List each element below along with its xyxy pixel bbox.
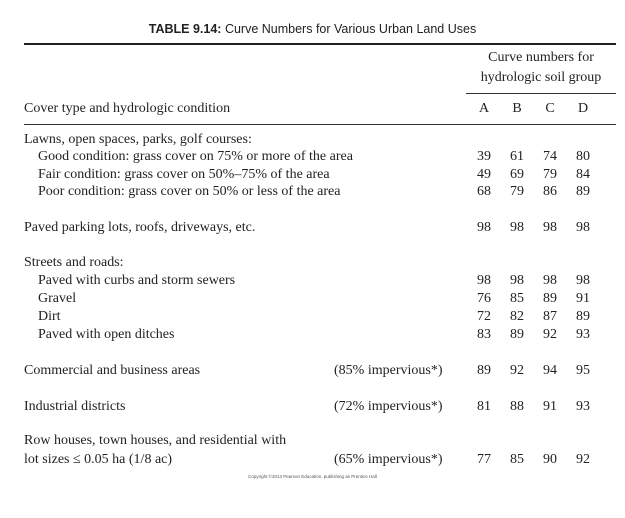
curve-number-c: 91 [543, 399, 557, 414]
row-label: Industrial districts [24, 399, 126, 414]
curve-number-b: 61 [510, 149, 524, 164]
curve-number-a: 98 [477, 273, 491, 288]
curve-number-b: 69 [510, 167, 524, 182]
table-caption: Curve Numbers for Various Urban Land Uses [221, 22, 477, 36]
curve-number-d: 98 [576, 220, 590, 235]
curve-number-c: 79 [543, 167, 557, 182]
curve-number-d: 91 [576, 291, 590, 306]
column-header-d: D [577, 101, 589, 116]
curve-number-a: 81 [477, 399, 491, 414]
curve-number-a: 49 [477, 167, 491, 182]
curve-number-b: 92 [510, 363, 524, 378]
curve-number-a: 68 [477, 184, 491, 199]
group-heading [466, 48, 616, 88]
curve-number-b: 79 [510, 184, 524, 199]
curve-number-c: 94 [543, 363, 557, 378]
impervious-note: (72% impervious*) [334, 399, 443, 414]
curve-number-a: 39 [477, 149, 491, 164]
curve-number-b: 85 [510, 291, 524, 306]
column-header-a: A [478, 101, 490, 116]
group-heading-line1: Curve numbers for [488, 50, 594, 65]
curve-number-d: 89 [576, 309, 590, 324]
column-header-b: B [512, 101, 522, 116]
row-label: Paved with open ditches [38, 327, 175, 342]
curve-number-b: 88 [510, 399, 524, 414]
table-number: TABLE 9.14: [148, 22, 222, 36]
curve-number-d: 80 [576, 149, 590, 164]
curve-number-a: 89 [477, 363, 491, 378]
top-rule [24, 43, 616, 45]
curve-number-c: 98 [543, 273, 557, 288]
row-label: Paved parking lots, roofs, driveways, etc. [24, 220, 256, 235]
copyright-note: Copyright ©2013 Pearson Education, publishing as Prentice Hall [248, 474, 377, 479]
row-label: Paved with curbs and storm sewers [38, 273, 236, 288]
row-label: lot sizes ≤ 0.05 ha (1/8 ac) [24, 452, 173, 467]
curve-number-b: 82 [510, 309, 524, 324]
curve-number-a: 76 [477, 291, 491, 306]
cover-heading: Cover type and hydrologic condition [24, 101, 231, 116]
row-label: Fair condition: grass cover on 50%–75% of the area [38, 167, 330, 182]
curve-number-a: 98 [477, 220, 491, 235]
curve-number-c: 98 [543, 220, 557, 235]
row-label: Gravel [38, 291, 77, 306]
curve-number-c: 90 [543, 452, 557, 467]
impervious-note: (65% impervious*) [334, 452, 443, 467]
curve-number-c: 86 [543, 184, 557, 199]
column-header-c: C [545, 101, 555, 116]
header-rule [24, 124, 616, 125]
curve-number-c: 74 [543, 149, 557, 164]
group-rule [466, 93, 616, 94]
curve-number-d: 92 [576, 452, 590, 467]
curve-number-d: 84 [576, 167, 590, 182]
curve-number-c: 89 [543, 291, 557, 306]
curve-number-b: 98 [510, 220, 524, 235]
table-title [0, 22, 625, 36]
curve-number-c: 92 [543, 327, 557, 342]
row-label: Dirt [38, 309, 61, 324]
curve-number-a: 72 [477, 309, 491, 324]
group-heading-line2: hydrologic soil group [480, 70, 602, 85]
curve-number-d: 93 [576, 399, 590, 414]
curve-number-a: 77 [477, 452, 491, 467]
curve-number-d: 98 [576, 273, 590, 288]
curve-number-d: 93 [576, 327, 590, 342]
curve-number-b: 89 [510, 327, 524, 342]
impervious-note: (85% impervious*) [334, 363, 443, 378]
curve-number-d: 89 [576, 184, 590, 199]
curve-number-a: 83 [477, 327, 491, 342]
row-label: Row houses, town houses, and residential with [24, 433, 287, 448]
row-label: Commercial and business areas [24, 363, 201, 378]
row-label: Poor condition: grass cover on 50% or less of the area [38, 184, 341, 199]
curve-number-d: 95 [576, 363, 590, 378]
row-label: Streets and roads: [24, 255, 124, 270]
curve-number-c: 87 [543, 309, 557, 324]
row-label: Lawns, open spaces, parks, golf courses: [24, 132, 252, 147]
row-label: Good condition: grass cover on 75% or more of the area [38, 149, 353, 164]
curve-number-b: 98 [510, 273, 524, 288]
curve-number-b: 85 [510, 452, 524, 467]
